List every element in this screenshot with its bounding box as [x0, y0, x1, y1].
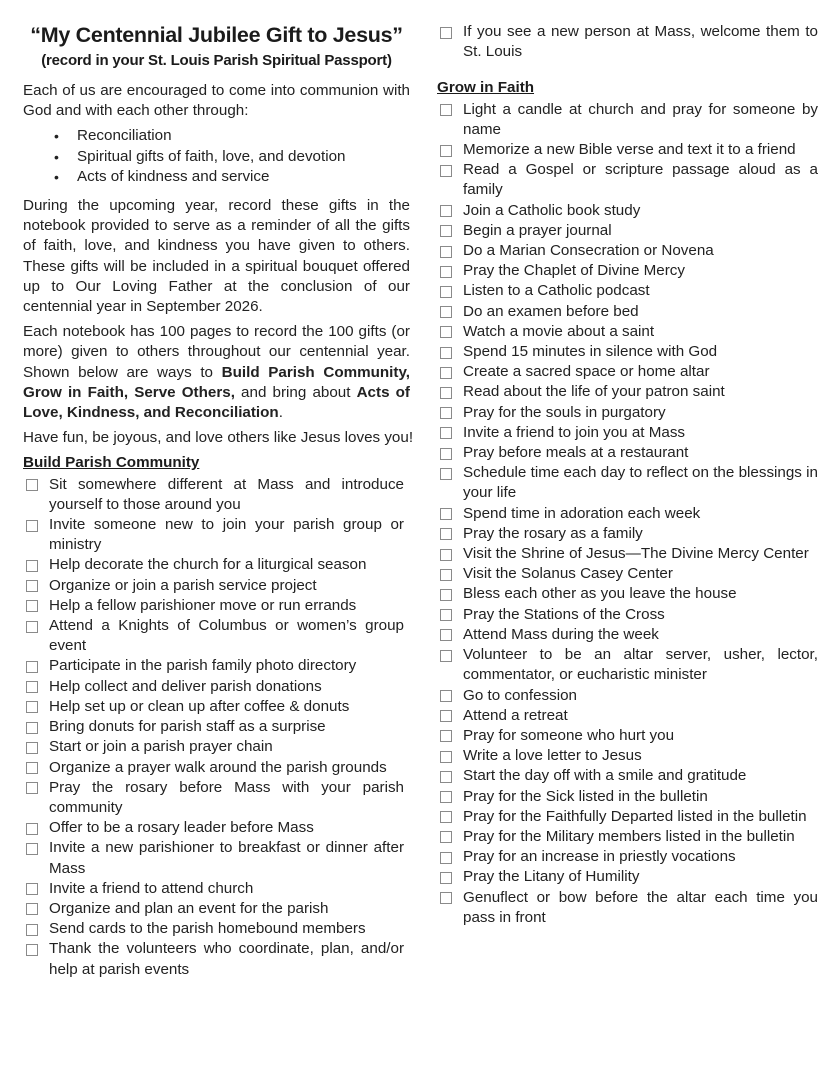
checkbox-icon: [26, 843, 38, 855]
checkbox-icon: [26, 600, 38, 612]
item-text: Pray for the souls in purgatory: [463, 403, 666, 421]
bullet-icon: •: [54, 168, 59, 185]
checklist-item: [437, 827, 824, 847]
item-text: Pray for the Military members listed in the bulletin: [463, 827, 795, 845]
checkbox-icon: [440, 852, 452, 864]
item-text: Acts of kindness and service: [77, 167, 270, 185]
left-column: [23, 22, 414, 980]
checklist-item: [437, 140, 824, 160]
checklist-item: [437, 403, 824, 423]
section-heading-grow-in-faith: Grow in Faith: [437, 79, 535, 97]
item-text: Help a fellow parishioner move or run errands: [49, 596, 357, 614]
item-text: Pray the Litany of Humility: [463, 868, 640, 886]
checklist-item: [437, 322, 824, 342]
checkbox-icon: [440, 104, 452, 116]
item-text: Pray for the Sick listed in the bulletin: [463, 787, 708, 805]
closing-paragraph: Have fun, be joyous, and love others like Jesus loves you!: [23, 429, 414, 447]
item-text: Start the day off with a smile and gratitude: [463, 767, 747, 785]
item-text: Attend Mass during the week: [463, 625, 659, 643]
checklist-item: [437, 201, 824, 221]
item-text: Thank the volunteers who coordinate, plan, and/or help at parish events: [49, 940, 404, 978]
checklist-item: [437, 160, 824, 200]
item-text: Pray for the Faithfully Departed listed in the bulletin: [463, 807, 807, 825]
checklist-item: [23, 758, 410, 778]
communion-bullet-list: [23, 126, 410, 187]
item-text: Volunteer to be an altar server, usher, lector, commentator, or eucharistic minister: [463, 646, 818, 684]
item-text: Memorize a new Bible verse and text it to a friend: [463, 141, 796, 159]
checklist-item: [437, 706, 824, 726]
checkbox-icon: [440, 831, 452, 843]
item-text: Visit the Solanus Casey Center: [463, 565, 673, 583]
checklist-item: [437, 564, 824, 584]
checkbox-icon: [440, 811, 452, 823]
checklist-item: [437, 867, 824, 887]
checklist-item: [437, 443, 824, 463]
item-text: Invite someone new to join your parish group or ministry: [49, 516, 404, 554]
checkbox-icon: [440, 710, 452, 722]
checklist-item: [437, 463, 824, 503]
checklist-item: [437, 584, 824, 604]
item-text: Invite a new parishioner to breakfast or dinner after Mass: [49, 839, 404, 877]
checkbox-icon: [440, 872, 452, 884]
grow-in-faith-checklist: [437, 100, 824, 928]
item-text: Listen to a Catholic podcast: [463, 282, 650, 300]
item-text: Join a Catholic book study: [463, 201, 641, 219]
checkbox-icon: [440, 306, 452, 318]
item-text: Watch a movie about a saint: [463, 322, 655, 340]
checklist-item: [437, 342, 824, 362]
checklist-item: [23, 838, 410, 878]
checklist-item: [437, 302, 824, 322]
checklist-item: [437, 888, 824, 928]
checklist-item: [23, 899, 410, 919]
checklist-item: [23, 656, 410, 676]
build-parish-community-checklist: [23, 475, 410, 980]
checkbox-icon: [440, 528, 452, 540]
checklist-item: [23, 475, 410, 515]
item-text: Begin a prayer journal: [463, 221, 612, 239]
checkbox-icon: [26, 762, 38, 774]
item-text: Bring donuts for parish staff as a surprise: [49, 718, 326, 736]
checkbox-icon: [26, 742, 38, 754]
checklist-item: [23, 879, 410, 899]
checkbox-icon: [440, 27, 452, 39]
item-text: Organize a prayer walk around the parish grounds: [49, 758, 387, 776]
item-text: Light a candle at church and pray for someone by name: [463, 100, 818, 138]
checklist-item: [437, 544, 824, 564]
checklist-item: [437, 221, 824, 241]
checkbox-icon: [440, 448, 452, 460]
item-text: Bless each other as you leave the house: [463, 585, 737, 603]
checkbox-icon: [440, 549, 452, 561]
checklist-item: [23, 576, 410, 596]
checklist-item: [437, 686, 824, 706]
checkbox-icon: [440, 609, 452, 621]
item-text: If you see a new person at Mass, welcome them to St. Louis: [463, 23, 818, 61]
checklist-item: [437, 746, 824, 766]
checkbox-icon: [26, 823, 38, 835]
page-subtitle: (record in your St. Louis Parish Spiritual Passport): [41, 52, 392, 69]
checklist-item: [23, 717, 410, 737]
checklist-item: [23, 677, 410, 697]
notebook-paragraph: Each notebook has 100 pages to record the 100 gifts (or more) given to others throughout our centennial year. Shown below are ways to Build Parish Community, Grow in Faith, Serve Others, and bring about Acts of Love, Kindness, and Reconciliation.: [23, 323, 410, 422]
item-text: Genuflect or bow before the altar each time you pass in front: [463, 888, 818, 926]
checkbox-icon: [26, 782, 38, 794]
item-text: Pray before meals at a restaurant: [463, 444, 689, 462]
item-text: Create a sacred space or home altar: [463, 363, 710, 381]
checkbox-icon: [440, 407, 452, 419]
checklist-item: [437, 241, 824, 261]
item-text: Schedule time each day to reflect on the blessings in your life: [463, 464, 818, 502]
checklist-item: [437, 100, 824, 140]
checkbox-icon: [26, 621, 38, 633]
item-text: Pray for someone who hurt you: [463, 726, 675, 744]
checklist-item: [437, 261, 824, 281]
item-text: Pray for an increase in priestly vocations: [463, 848, 736, 866]
item-text: Invite a friend to join you at Mass: [463, 423, 686, 441]
bullet-list-item: [23, 147, 410, 167]
bold-text: Acts of Love, Kindness, and Reconciliation: [23, 383, 410, 422]
item-text: Attend a Knights of Columbus or women’s group event: [49, 617, 404, 655]
bullet-icon: •: [54, 128, 59, 145]
checkbox-icon: [26, 722, 38, 734]
checkbox-icon: [26, 661, 38, 673]
item-text: Pray the rosary before Mass with your parish community: [49, 778, 404, 816]
checkbox-icon: [440, 629, 452, 641]
checkbox-icon: [440, 791, 452, 803]
checklist-item: [437, 423, 824, 443]
checkbox-icon: [26, 903, 38, 915]
item-text: Pray the Chaplet of Divine Mercy: [463, 262, 685, 280]
item-text: Read about the life of your patron saint: [463, 383, 725, 401]
item-text: Send cards to the parish homebound members: [49, 920, 366, 938]
item-text: Help decorate the church for a liturgical season: [49, 556, 367, 574]
item-text: Reconciliation: [77, 127, 172, 145]
checkbox-icon: [440, 246, 452, 258]
item-text: Pray the rosary as a family: [463, 524, 643, 542]
checkbox-icon: [440, 730, 452, 742]
checklist-item: [437, 766, 824, 786]
checklist-item: [437, 645, 824, 685]
checkbox-icon: [440, 387, 452, 399]
item-text: Organize or join a parish service project: [49, 576, 317, 594]
checklist-item: [23, 778, 410, 818]
checklist-item: [23, 596, 410, 616]
checkbox-icon: [440, 427, 452, 439]
checkbox-icon: [440, 569, 452, 581]
checklist-item: [437, 382, 824, 402]
checklist-item: [23, 818, 410, 838]
checklist-item: [437, 787, 824, 807]
checklist-item: [437, 524, 824, 544]
item-text: Sit somewhere different at Mass and introduce yourself to those around you: [49, 475, 404, 513]
checkbox-icon: [440, 347, 452, 359]
checkbox-icon: [26, 924, 38, 936]
item-text: Spiritual gifts of faith, love, and devotion: [77, 147, 346, 165]
checklist-item: [437, 625, 824, 645]
item-text: Participate in the parish family photo directory: [49, 657, 357, 675]
checkbox-icon: [440, 751, 452, 763]
checkbox-icon: [440, 165, 452, 177]
item-text: Spend 15 minutes in silence with God: [463, 343, 718, 361]
item-text: Offer to be a rosary leader before Mass: [49, 819, 314, 837]
item-text: Read a Gospel or scripture passage aloud as a family: [463, 161, 818, 199]
right-column: [437, 22, 824, 980]
checkbox-icon: [440, 367, 452, 379]
checkbox-icon: [26, 701, 38, 713]
checkbox-icon: [26, 479, 38, 491]
checklist-item: [437, 605, 824, 625]
section-heading-build-parish-community: Build Parish Community: [23, 454, 200, 472]
checkbox-icon: [26, 520, 38, 532]
item-text: Pray the Stations of the Cross: [463, 605, 665, 623]
checklist-item: [23, 919, 410, 939]
checkbox-icon: [440, 145, 452, 157]
bullet-icon: •: [54, 148, 59, 165]
checkbox-icon: [440, 286, 452, 298]
page-title: “My Centennial Jubilee Gift to Jesus”: [30, 23, 403, 47]
checklist-item: [437, 362, 824, 382]
checklist-item: [437, 22, 824, 62]
checklist-item: [23, 697, 410, 717]
checkbox-icon: [26, 560, 38, 572]
checkbox-icon: [440, 266, 452, 278]
checkbox-icon: [440, 771, 452, 783]
bold-text: Build Parish Community, Grow in Faith, Serve Others,: [23, 363, 410, 401]
item-text: Organize and plan an event for the parish: [49, 899, 329, 917]
checkbox-icon: [440, 225, 452, 237]
item-text: Visit the Shrine of Jesus—The Divine Mercy Center: [463, 545, 809, 563]
item-text: Attend a retreat: [463, 706, 568, 724]
checkbox-icon: [440, 326, 452, 338]
checklist-item: [23, 737, 410, 757]
checkbox-icon: [440, 690, 452, 702]
checklist-item: [437, 807, 824, 827]
checklist-item: [437, 504, 824, 524]
checkbox-icon: [26, 580, 38, 592]
intro-paragraph: Each of us are encouraged to come into communion with God and with each other through:: [23, 82, 410, 120]
build-parish-community-checklist-continued: [437, 22, 824, 62]
item-text: Start or join a parish prayer chain: [49, 738, 273, 756]
checklist-item: [437, 726, 824, 746]
checkbox-icon: [440, 508, 452, 520]
checkbox-icon: [26, 883, 38, 895]
checklist-item: [23, 616, 410, 656]
bullet-list-item: [23, 126, 410, 146]
checkbox-icon: [26, 944, 38, 956]
item-text: Do an examen before bed: [463, 302, 639, 320]
checkbox-icon: [26, 681, 38, 693]
checkbox-icon: [440, 205, 452, 217]
item-text: Invite a friend to attend church: [49, 879, 254, 897]
item-text: Spend time in adoration each week: [463, 504, 701, 522]
bullet-list-item: [23, 167, 410, 187]
item-text: Go to confession: [463, 686, 577, 704]
checklist-item: [23, 555, 410, 575]
checkbox-icon: [440, 892, 452, 904]
checklist-item: [437, 281, 824, 301]
checkbox-icon: [440, 650, 452, 662]
checkbox-icon: [440, 468, 452, 480]
gifts-paragraph: During the upcoming year, record these gifts in the notebook provided to serve as a reminder of all the gifts of faith, love, and kindness you have given to others. These gifts will be included in a spiritual bouquet offered up to Our Loving Father at the conclusion of our centennial year in September 2026.: [23, 197, 410, 316]
checklist-item: [23, 939, 410, 979]
checkbox-icon: [440, 589, 452, 601]
checklist-item: [23, 515, 410, 555]
checklist-item: [437, 847, 824, 867]
item-text: Help collect and deliver parish donations: [49, 677, 322, 695]
item-text: Help set up or clean up after coffee & donuts: [49, 697, 350, 715]
item-text: Write a love letter to Jesus: [463, 747, 642, 765]
item-text: Do a Marian Consecration or Novena: [463, 242, 714, 260]
